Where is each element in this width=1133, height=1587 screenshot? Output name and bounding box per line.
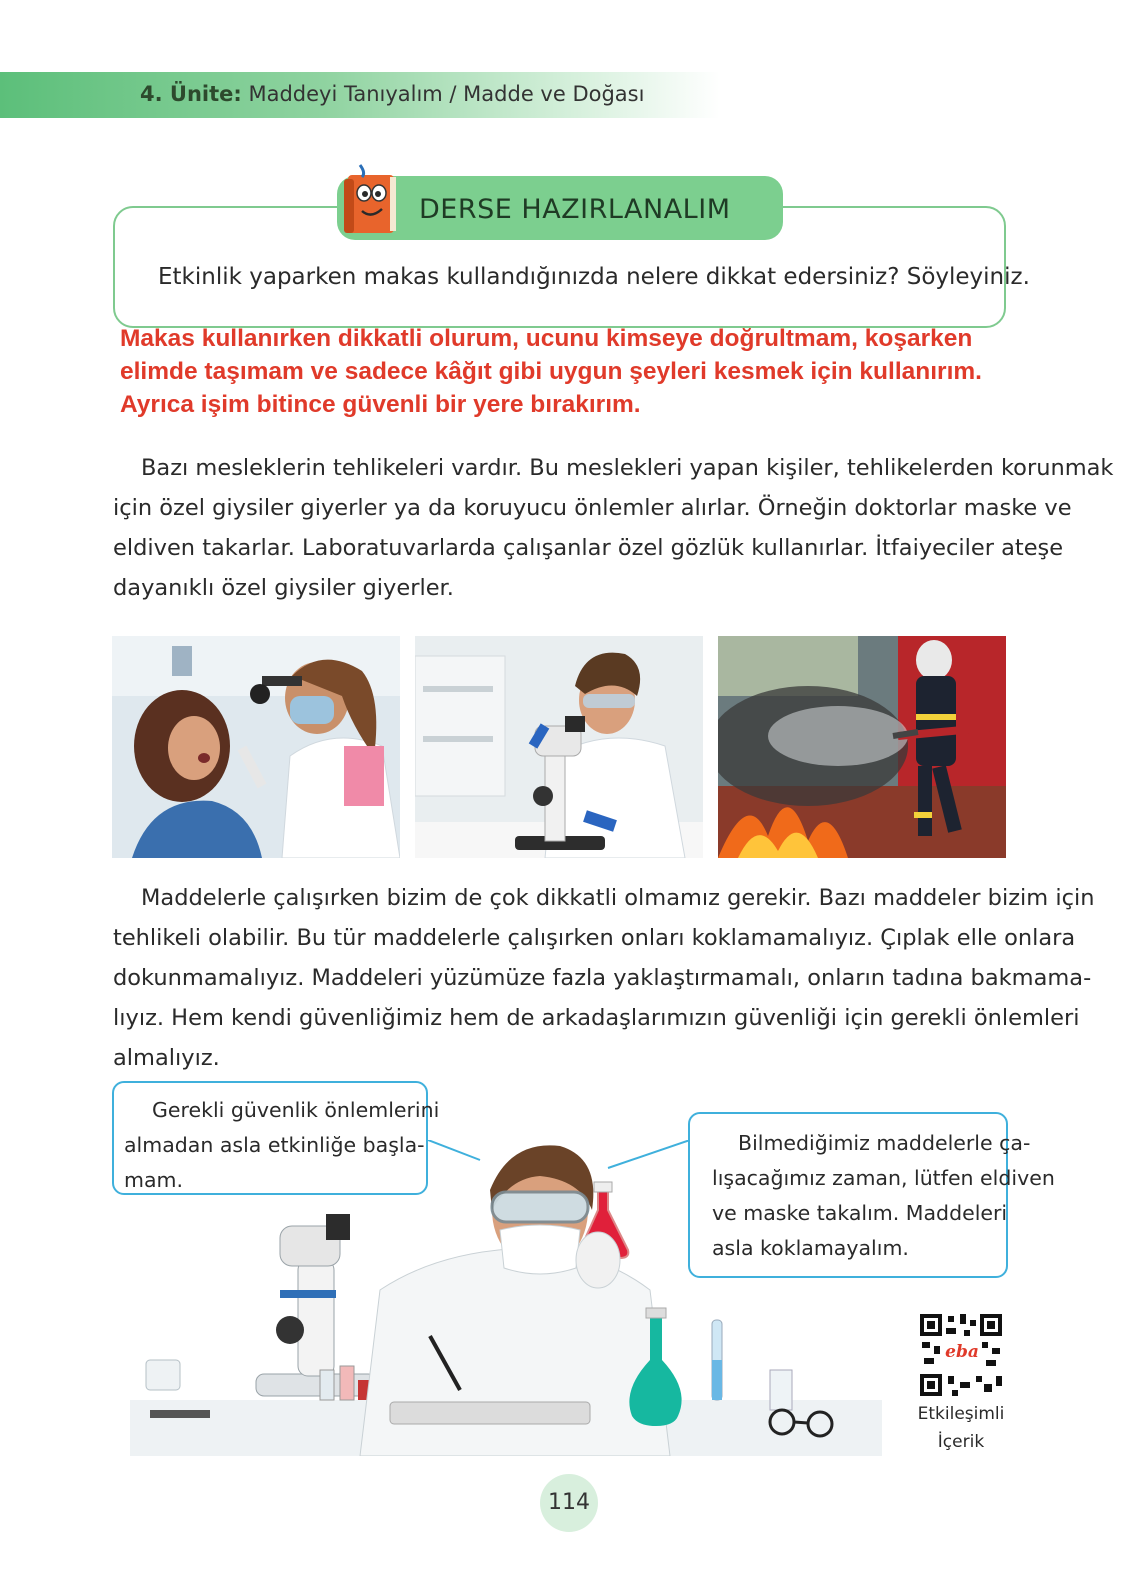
paragraph-line: Bazı mesleklerin tehlikeleri vardır. Bu meslekleri yapan kişiler, tehlikelerden korunmak xyxy=(141,455,1114,481)
speech-bubble-left xyxy=(112,1081,440,1195)
unit-header xyxy=(140,82,644,106)
bubble-line: ve maske takalım. Maddeleri xyxy=(712,1201,1008,1225)
lab-photo xyxy=(415,636,703,858)
speech-bubble-right xyxy=(688,1112,1055,1278)
covered-heading-remnant xyxy=(292,428,832,437)
paragraph-line: lıyız. Hem kendi güvenliğimiz hem de arkadaşlarımızın güvenliği için gerekli önlemleri xyxy=(113,1005,1080,1031)
bubble-line: mam. xyxy=(124,1168,184,1192)
firefighter-photo xyxy=(718,636,1006,858)
bubble-line: Gerekli güvenlik önlemlerini xyxy=(152,1098,440,1122)
qr-label-line: Etkileşimli xyxy=(917,1404,1005,1424)
paragraph-line: dokunmamalıyız. Maddeleri yüzümüze fazla yaklaştırmamalı, onların tadına bakmama- xyxy=(113,965,1092,991)
doctor-photo xyxy=(112,636,400,858)
prep-question: Etkinlik yaparken makas kullandığınızda nelere dikkat edersiniz? Söyleyiniz. xyxy=(158,264,1030,290)
unit-number: 4. Ünite: xyxy=(140,82,242,106)
unit-title: Maddeyi Tanıyalım / Madde ve Doğası xyxy=(248,82,645,106)
bubble-line: lışacağımız zaman, lütfen eldiven xyxy=(712,1166,1055,1190)
book-mascot-icon xyxy=(340,163,402,237)
bubble-line: almadan asla etkinliğe başla- xyxy=(124,1133,425,1157)
paragraph-line: Maddelerle çalışırken bizim de çok dikkatli olmamız gerekir. Bazı maddeler bizim için xyxy=(141,885,1095,911)
answer-text xyxy=(120,322,1040,421)
qr-label-line: İçerik xyxy=(937,1432,985,1452)
paragraph-line: eldiven takarlar. Laboratuvarlarda çalışanlar özel gözlük kullanırlar. İtfaiyeciler ateşe xyxy=(113,535,1064,561)
paragraph-professions xyxy=(113,448,1114,608)
paragraph-line: için özel giysiler giyerler ya da koruyucu önlemler alırlar. Örneğin doktorlar maske ve xyxy=(113,495,1072,521)
bubble-line: asla koklamayalım. xyxy=(712,1236,909,1260)
paragraph-line: almalıyız. xyxy=(113,1045,220,1071)
page-number: 114 xyxy=(548,1490,590,1515)
paragraph-line: dayanıklı özel giysiler giyerler. xyxy=(113,575,454,601)
eba-logo: eba xyxy=(945,1342,979,1362)
answer-line: Ayrıca işim bitince güvenli bir yere bırakırım. xyxy=(120,391,641,418)
bubble-line: Bilmediğimiz maddelerle ça- xyxy=(738,1131,1031,1155)
qr-label xyxy=(905,1400,1017,1456)
qr-code[interactable] xyxy=(918,1312,1004,1398)
paragraph-line: tehlikeli olabilir. Bu tür maddelerle çalışırken onları koklamamalıyız. Çıplak elle onlara xyxy=(113,925,1076,951)
prep-title: DERSE HAZIRLANALIM xyxy=(419,194,731,225)
answer-line: elimde taşımam ve sadece kâğıt gibi uygun şeyleri kesmek için kullanırım. xyxy=(120,358,982,385)
answer-line: Makas kullanırken dikkatli olurum, ucunu kimseye doğrultmam, koşarken xyxy=(120,325,973,352)
paragraph-safety xyxy=(113,878,1095,1078)
